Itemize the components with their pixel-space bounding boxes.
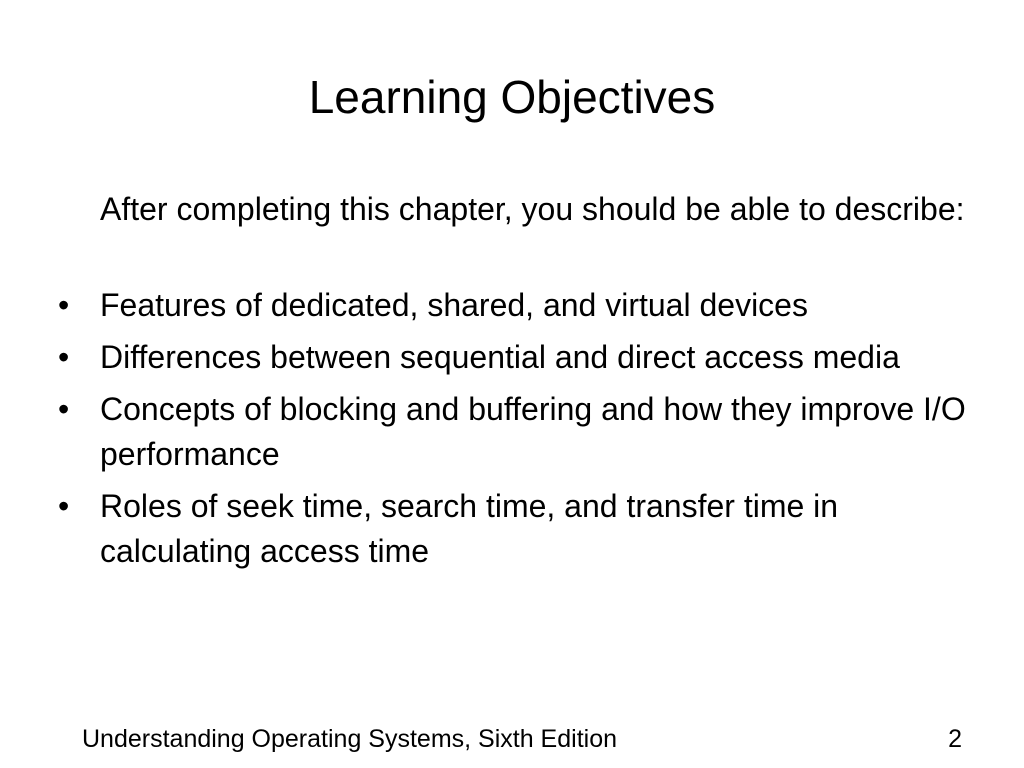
- footer-text: Understanding Operating Systems, Sixth Edition: [82, 725, 617, 753]
- bullet-text: Differences between sequential and direct access media: [100, 339, 900, 375]
- bullet-item: [58, 335, 980, 380]
- slide-title: Learning Objectives: [308, 71, 716, 123]
- bullet-text: Concepts of blocking and buffering and how they improve I/O performance: [100, 391, 966, 472]
- bullet-list: [58, 283, 980, 581]
- bullet-dot-icon: •: [58, 391, 70, 427]
- page-number: 2: [948, 725, 962, 753]
- bullet-item: [58, 283, 980, 328]
- bullet-dot-icon: •: [58, 339, 70, 375]
- bullet-text: Features of dedicated, shared, and virtual devices: [100, 287, 808, 323]
- bullet-dot-icon: •: [58, 287, 70, 323]
- bullet-dot-icon: •: [58, 488, 70, 524]
- intro-text: After completing this chapter, you should be able to describe:: [100, 191, 965, 227]
- bullet-text: Roles of seek time, search time, and transfer time in calculating access time: [100, 488, 839, 569]
- bullet-item: [58, 484, 980, 574]
- bullet-item: [58, 387, 980, 477]
